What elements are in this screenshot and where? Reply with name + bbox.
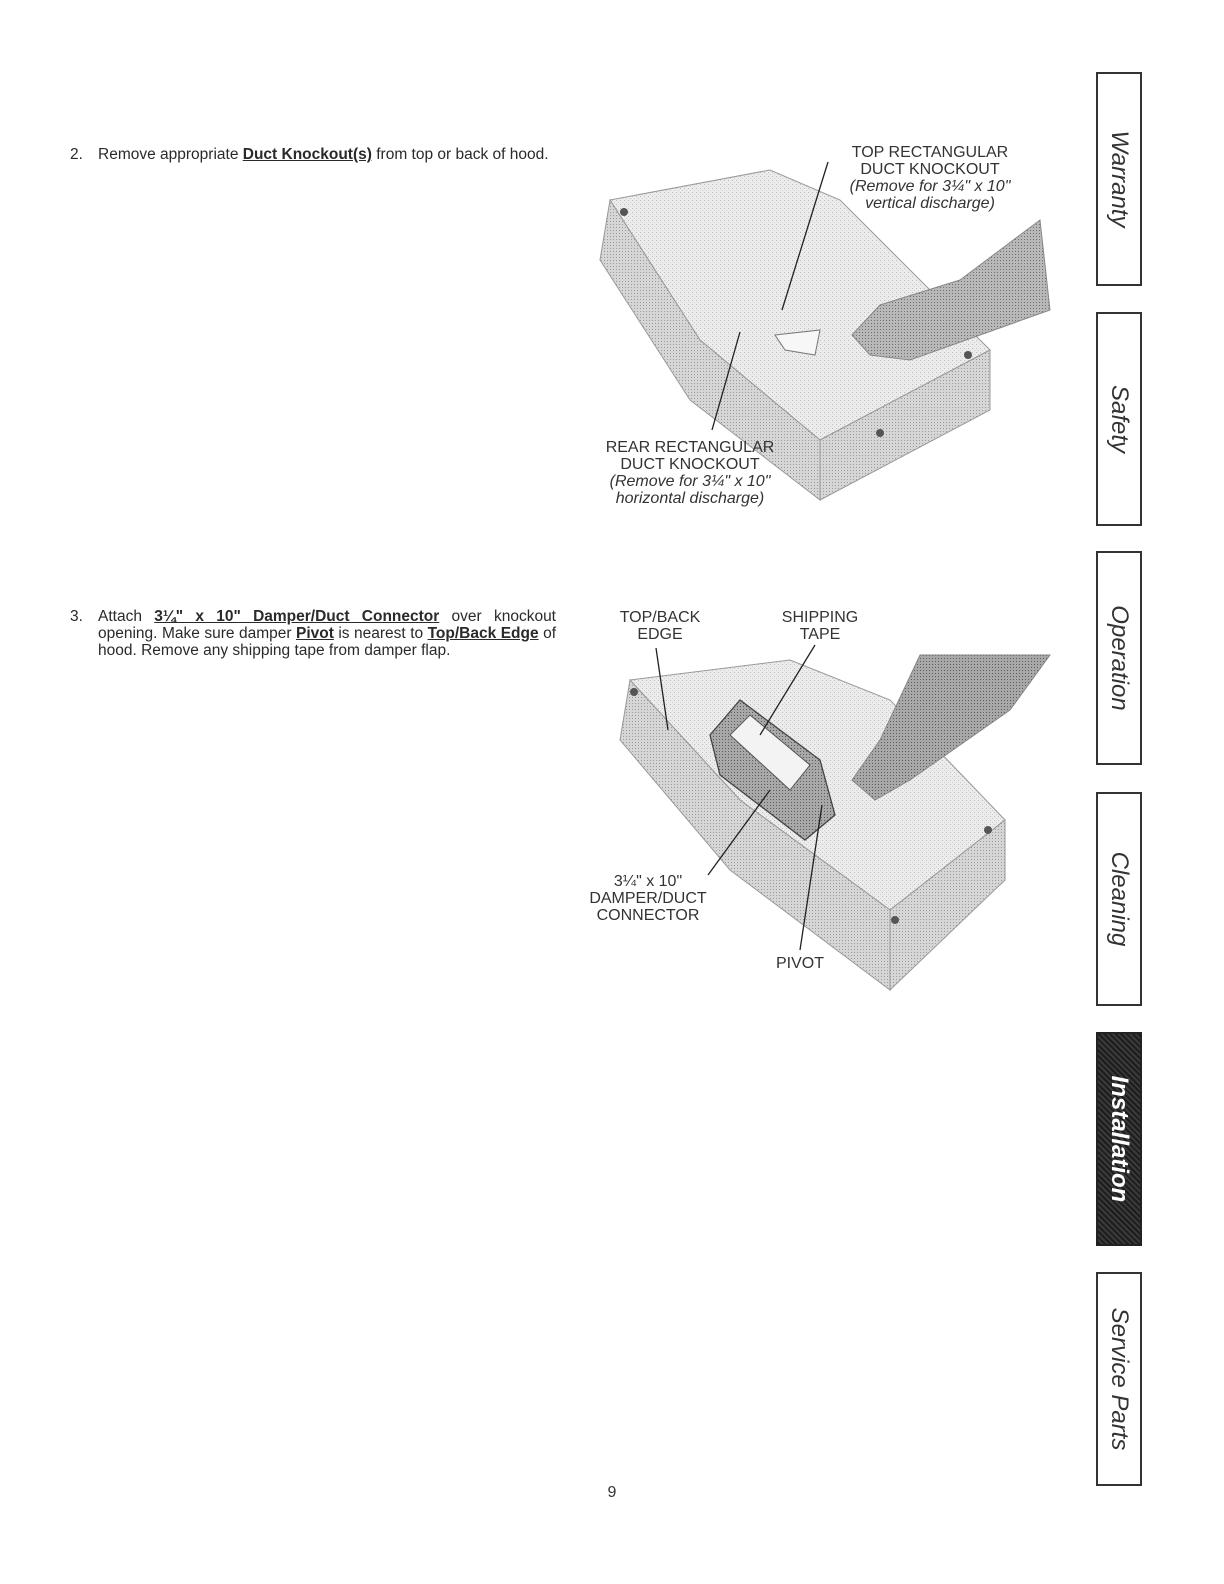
- label-line: EDGE: [637, 626, 683, 643]
- tab-label: Cleaning: [1106, 851, 1133, 947]
- step-2: [70, 146, 556, 163]
- label-rear-rectangular-knockout: [585, 439, 795, 507]
- label-line: DAMPER/DUCT: [589, 890, 707, 907]
- label-line: 3¼" x 10": [613, 873, 683, 890]
- screw-icon: [620, 208, 628, 216]
- keyword-damper-connector: 3¼" x 10" Damper/Duct Connector: [154, 608, 440, 625]
- label-line: TAPE: [799, 626, 841, 643]
- text-run: Remove appropriate: [98, 146, 243, 163]
- text-run: from top or back of hood.: [371, 146, 549, 163]
- step-number: 3.: [70, 608, 83, 625]
- label-line: DUCT KNOCKOUT: [620, 456, 760, 473]
- label-line: PIVOT: [775, 955, 824, 972]
- label-line: horizontal discharge): [615, 490, 765, 507]
- label-shipping-tape: [760, 609, 880, 643]
- tab-installation[interactable]: [1096, 1032, 1142, 1246]
- label-line: TOP RECTANGULAR: [851, 144, 1009, 161]
- label-top-back-edge: [600, 609, 720, 643]
- text-run: of hood. Remove any shipping tape from damper flap.: [98, 625, 556, 659]
- screw-icon: [984, 826, 992, 834]
- tab-warranty[interactable]: [1096, 72, 1142, 286]
- screw-icon: [630, 688, 638, 696]
- screw-icon: [876, 429, 884, 437]
- label-line: vertical discharge): [865, 195, 995, 212]
- label-line: SHIPPING: [781, 609, 859, 626]
- step-text: [98, 608, 556, 659]
- screw-icon: [891, 916, 899, 924]
- tab-operation[interactable]: [1096, 551, 1142, 765]
- tab-safety[interactable]: [1096, 312, 1142, 526]
- step-3: [70, 608, 556, 659]
- step-number: 2.: [70, 146, 83, 163]
- label-top-rectangular-knockout: [820, 144, 1040, 212]
- page-number: 9: [607, 1484, 617, 1501]
- keyword-duct-knockout: Duct Knockout(s): [242, 146, 372, 163]
- tab-label: Safety: [1106, 384, 1133, 454]
- text-run: over knockout opening. Make sure damper: [98, 608, 556, 642]
- label-line: DUCT KNOCKOUT: [860, 161, 1000, 178]
- label-line: (Remove for 3¼" x 10": [609, 473, 771, 490]
- tab-label: Warranty: [1106, 130, 1133, 228]
- tab-label: Service Parts: [1106, 1307, 1133, 1451]
- label-line: TOP/BACK: [619, 609, 701, 626]
- tab-label: Installation: [1106, 1075, 1133, 1203]
- tab-cleaning[interactable]: [1096, 792, 1142, 1006]
- text-run: is nearest to: [333, 625, 428, 642]
- keyword-pivot: Pivot: [295, 625, 334, 642]
- screw-icon: [964, 351, 972, 359]
- label-pivot: [760, 955, 840, 972]
- label-line: REAR RECTANGULAR: [605, 439, 775, 456]
- tab-label: Operation: [1106, 605, 1133, 711]
- label-line: (Remove for 3¼" x 10": [849, 178, 1011, 195]
- tab-service-parts[interactable]: [1096, 1272, 1142, 1486]
- keyword-top-back-edge: Top/Back Edge: [427, 625, 539, 642]
- label-line: CONNECTOR: [596, 907, 700, 924]
- label-damper-duct-connector: [578, 873, 718, 924]
- text-run: Attach: [98, 608, 155, 625]
- step-text: [98, 146, 556, 163]
